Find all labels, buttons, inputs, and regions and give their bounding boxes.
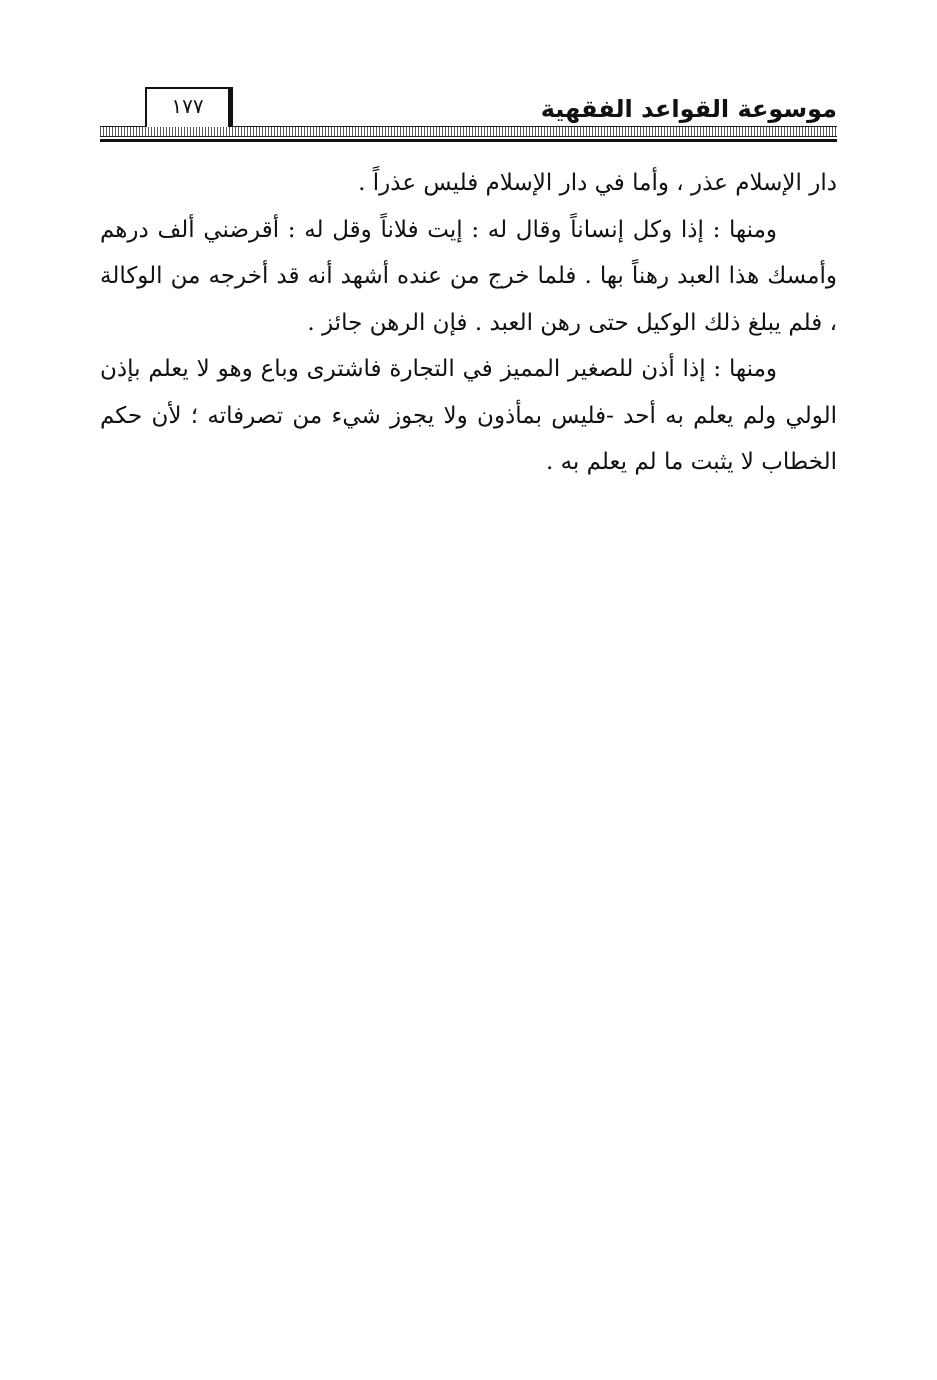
page-header xyxy=(100,88,837,148)
paragraph-example-2: ومنها : إذا أذن للصغير المميز في التجارة فاشترى وباع وهو لا يعلم بإذن الولي ولم يعلم به أحد -فليس بمأذون ولا يجوز شيء من تصرفاته ؛ لأن حكم الخطاب لا يثبت ما لم يعلم به . xyxy=(100,356,837,475)
paragraph-example-1: ومنها : إذا وكل إنساناً وقال له : إيت فلاناً وقل له : أقرضني ألف درهم وأمسك هذا العبد رهناً بها . فلما خرج من عنده أشهد أنه قد أخرجه من الوكالة ، فلم يبلغ ذلك الوكيل حتى رهن العبد . فإن الرهن جائز . xyxy=(100,216,837,336)
running-title: موسوعة القواعد الفقهية xyxy=(540,95,837,123)
body-text xyxy=(100,160,837,486)
header-thick-rule xyxy=(100,139,837,142)
paragraph-continuation: دار الإسلام عذر ، وأما في دار الإسلام فليس عذراً . xyxy=(358,170,837,196)
header-hatched-rule xyxy=(100,126,837,137)
page-number: ١٧٧ xyxy=(145,87,233,127)
